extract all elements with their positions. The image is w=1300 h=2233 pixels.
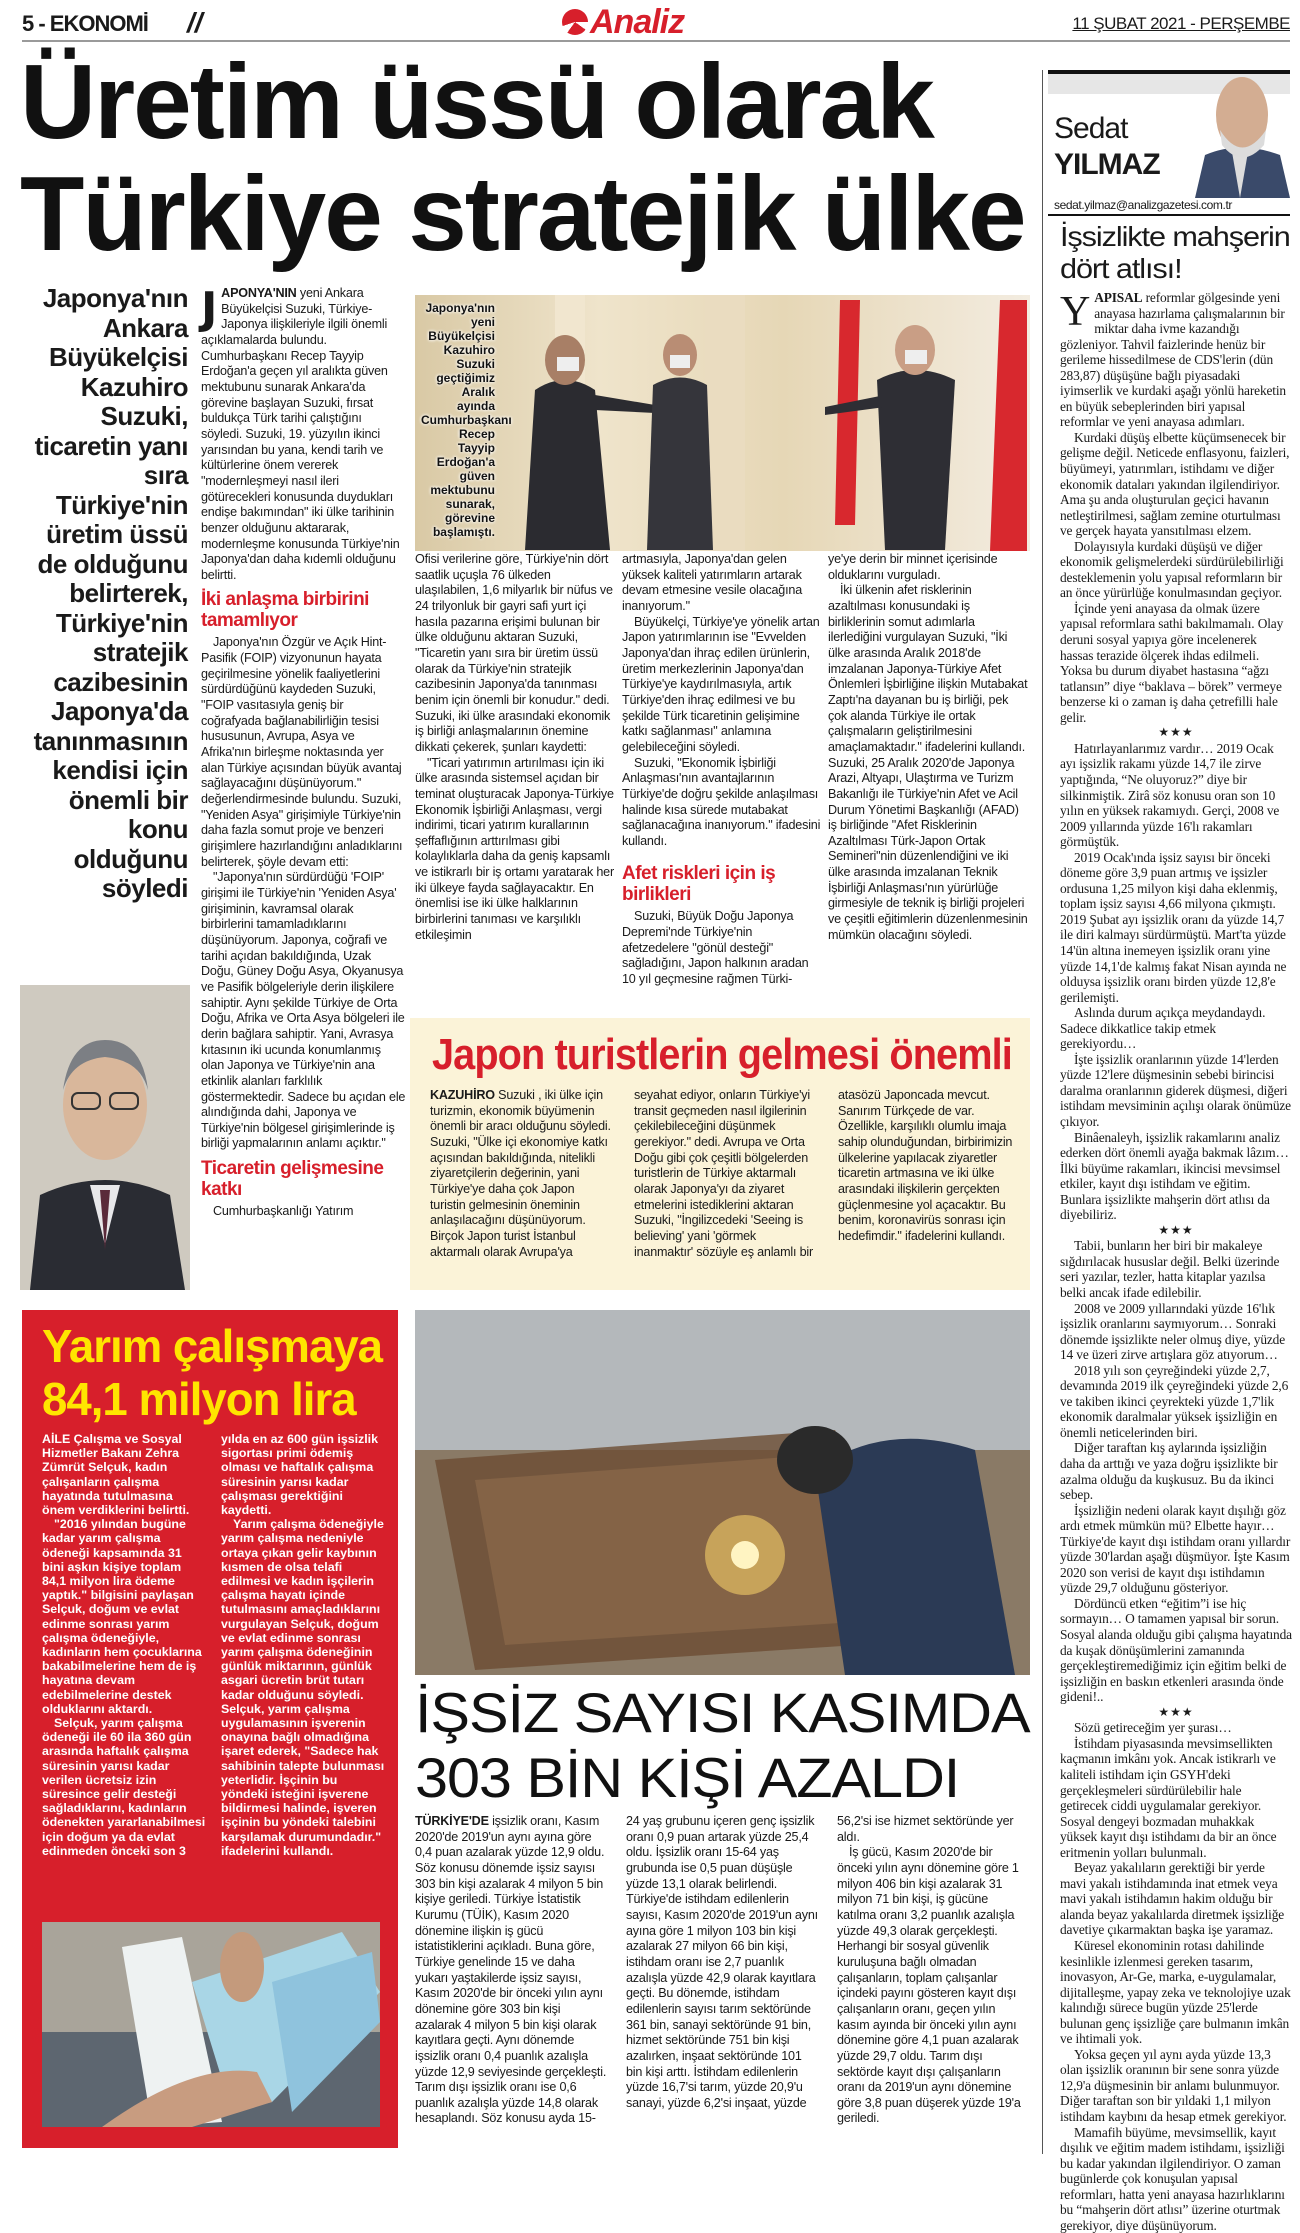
title-line-1: İşsizlikte mahşerin [1060,221,1290,252]
article-paragraph: Suzuki, Büyük Doğu Japonya Depremi'nde Türkiye'nin afetzedelere "gönül desteği" sağladığını, Japon halkının aradan 10 yıl geçmesine rağmen Türki- [622,909,809,987]
author-last-name: YILMAZ [1054,148,1160,181]
column-paragraph: Yoksa geçen yıl aynı ayda yüzde 13,3 olan işsizlik oranının bir sene sonra yüzde 12,9'a düşmesinin bir anlamı bulunmuyor. Diğer taraftan son bir yıldaki 1,1 milyon istihdam kaybını da hesap etmek gerekiyor. [1060,2046,1287,2124]
welder-photo [415,1310,1030,1675]
paragraph-text: Çalışma ve Sosyal Hizmetler Bakanı Zehra Zümrüt Selçuk, kadın çalışanların çalışma hayatında tutulmasına önem verdiklerini belirtti. [42,1432,190,1518]
column-divider [1042,70,1043,2154]
article-paragraph: İki ülkenin afet risklerinin azaltılması konusundaki iş birliklerinin somut adımlarla ilerlediğini vurgulayan Suzuki, "İki ülke arasında Aralık 2018'de imzalanan Japonya-Türkiye Afet Önlemleri İşbirliğine ilişkin Mutabakat Zaptı'na dayanan bu iş birliği, pek çok alanda Türkiye ile ortak çalışmaların geliştirilmesini amaçlamaktadır." ifadelerini kullandı. Suzuki, 25 Aralık 2020'de Japonya Arazi, Altyapı, Ulaştırma ve Turizm Bakanlığı ile Türkiye'nin Afet ve Acil Durum Yönetimi Başkanlığı (AFAD) iş birliğinde "Afet Risklerinin Azaltılması Türk-Japon Ortak Semineri"nin düzenlendiğini ve iki ülke arasında imzalanan Teknik İşbirliği Anlaşması'nın yürürlüğe girmesiyle de teknik iş birliği projeleri ve çeşitli eğitimlerin düzenlenmesinin mümkün olacağını söyledi. [828,583,1028,942]
column-paragraph: Beyaz yakalıların gerektiği bir yerde mavi yakalı istihdamında inat etmek veya mavi yakalı istihdamın hakim olduğu bir alanda beyaz yakalılarda diretmek işsizliğe davetiye çıkarmaktan başka işe yaramaz. [1060,1860,1285,1938]
column-paragraph: İçinde yeni anayasa da olmak üzere yapısal reformlara sathi bakılmamalı. Olay deruni sosyal yapıya göre incelenerek hassas terazide ölçerek ihdas edilmeli. Yoksa bu durum diyabet hastasına “ağzı tatlansın” diye “baklava – börek” vermeye benzerse ki o zaman iş daha çetrefilli hale gelir. [1060,600,1284,725]
article-paragraph: Yarım çalışma ödeneğiyle yarım çalışma nedeniyle ortaya çıkan gelir kaybının kısmen de olsa telafi edilmesi ve kadın işçilerin çalışma hayatı içinde tutulmasını amaçladıklarını vurgulayan Selçuk, doğum ve evlat edinme sonrası yarım çalışma ödeneğinin günlük miktarının, günlük asgari ücretin brüt tutarı kadar olduğunu söyledi. Selçuk, yarım çalışma uygulamasının işverenin onayına bağlı olmadığına işaret ederek, "Sadece hak sahibinin talepte bulunması yeterlidir. İşçinin bu yöndeki isteğini işverene bildirmesi halinde, işveren işçinin bu yöndeki talebini karşılamak durumundadır." ifadelerini kullandı. [221,1517,385,1858]
column-paragraph: Binâenaleyh, işsizlik rakamlarını analiz ederken dört önemli ayağa bakmak lâzım… İlki büyüme rakamları, ikincisi mevsimsel etkiler, kayıt dışı istihdam ve eğitim. Bunlara işsizlikte mahşerin dört atlısı da diyebiliriz. [1060,1129,1289,1223]
article-column-b [622,552,822,1010]
photo-caption: Japonya'nın yeni Büyükelçisi Kazuhiro Suzuki geçtiğimiz Aralık ayında Cumhurbaşkanı Recep Tayyip Erdoğan'a güven mektubunu sunarak, görevine başlamıştı. [421,301,512,539]
column-paragraph: 2018 yılı son çeyreğindeki yüzde 2,7, devamında 2019 ilk çeyreğindeki yüzde 2,6 ve takiben ikinci çeyrekteki yüzde 1,7'lik ekonomik daralmalar yüksek işsizliğin en önemli neticelerinden biri. [1060,1362,1289,1440]
headline-line-2: Türkiye stratejik ülke [20,155,1025,273]
newspaper-logo[interactable] [562,4,684,40]
column-paragraph: İstihdam piyasasında mevsimsellikten kaçmanın imkânı yok. Ancak istikrarlı ve kaliteli istihdam için GSYH'deki gerçekleşmeleri sürdürülebilir hale getirecek ciddi uygulamalar gerekiyor. Sosyal dengeyi bozmadan muhakkak yüksek kayıt dışı istihdamı da bir an önce eritmenin yolları bulunmalı. [1060,1735,1277,1860]
ambassador-portrait-photo [20,985,190,1290]
column-paragraph: Sözü getireceğim yer şurası… [1074,1720,1232,1736]
subheading: Ticaretin gelişmesine katkı [201,1158,384,1201]
lead-caps: TÜRKİYE'DE [415,1814,489,1828]
tourism-box [410,1018,1030,1290]
article-paragraph [430,1088,1020,1260]
column-paragraph: 2019 Ocak'ında işsiz sayısı bir önceki döneme göre 3,9 puan artmış ve işsizler ordusuna 1,25 milyon kişi daha eklenmiş, toplam işsiz sayısı 4,66 milyona çıkmıştı. 2019 Şubat ayı işsizlik oranı da yüzde 14,7 ile diri kalmayı sürdürmüştü. Mart'ta yüzde 14'ün altına inemeyen işsizlik oranı yine yüzde 14,1'de kalmış fakat Nisan ayında ne olduysa işsizlik oranı birden yüzde 12,8'e gerilemişti. [1060,849,1287,1005]
lead-caps: KAZUHİRO [430,1088,495,1102]
column-paragraph: Tabii, bunların her biri bir makaleye sığdırılacak hususlar değil. Belki üzerinde seri yazılar, tezler, hatta kitaplar yazılsa belki ancak ifade edilebilir. [1060,1238,1280,1300]
story-deck: Japonya'nın Ankara Büyükelçisi Kazuhiro Suzuki, ticaretin yanı sıra Türkiye'nin üretim üssü de olduğunu belirterek, Türkiye'nin stratejik cazibesinin Japonya'da tanınmasının kendisi için önemli bir konu olduğunu söyledi [33,283,188,903]
column-paragraph: İşte işsizlik oranlarının yüzde 14'lerden yüzde 12'lere düşmesinin sebebi birincisi daralma oranlarının giderek düşmesi, diğeri istihdam mevsiminin açılışı olarak önümüze çıkıyor. [1060,1051,1291,1129]
columnist-header [1048,70,1290,216]
article-paragraph: Cumhurbaşkanlığı Yatırım [213,1204,354,1219]
logo-text: Analiz [590,3,685,41]
article-column-a [415,552,615,1010]
half-work-box [22,1310,398,2148]
column-paragraph: Diğer taraftan kış aylarında işsizliğin daha da arttığı ve yaza doğru işsizlikte bir azalma olduğu da kuşkusuz. Bu da ikinci sebep. [1060,1440,1278,1503]
article-paragraph: "Ticari yatırımın artırılması için iki ülke arasında sistemsel açıdan bir teminat oluşturacak Japonya-Türkiye Ekonomik İşbirliği Anlaşması, vergi indirimi, ticari yatırım kurallarının şeffaflığının arttırılması gibi kolaylıklarla daha da geniş kapsamlı ve istikrarlı bir iş ortamı yaratarak her iki ülkeye fayda sağlayacaktır. En önemlisi ise iki ülke halklarının birbirlerini tanıması ve karşılıklı etkileşimin [415,755,614,942]
unemployment-text [415,1814,1030,2154]
tourism-title [432,1030,1012,1080]
article-paragraph: Japonya'nın Özgür ve Açık Hint-Pasifik (FOIP) vizyonunun hayata geçirilmesine yönelik faaliyetlerini sürdürdüğünü kaydeden Suzuki, "FOIP vasıtasıyla geniş bir coğrafyada bağlanabilirliğin tesisi hususunun, Avrupa, Asya ve Afrika'nın birleşme noktasında yer alan Türkiye açısından büyük avantaj sağlayacağını düşünüyorum." değerlendirmesinde bulundu. Suzuki, "Yeniden Asya" girişimiyle Türkiye'nin daha fazla somut proje ve benzeri girişimlere hazırlandığını anladıklarını belirterek, şöyle devam etti: [201,635,403,869]
article-paragraph: Ofisi verilerine göre, Türkiye'nin dört saatlik uçuşla 76 ülkeden ulaşılabilen, 1,6 milyarlık bir nüfus ve 24 trilyonluk bir gayri safi yurt içi hasıla pazarına erişimi bulunan bir ülke olduğunu aktaran Suzuki, "Ticaretin yanı sıra bir üretim üssü olarak da Türkiye'nin stratejik cazibesinin Japonya'da tanınması benim için önemli bir konudur." dedi. Suzuki, iki ülke arasındaki ekonomik iş birliği anlaşmalarının önemine dikkati çekerek, şunları kaydetti: [415,552,613,754]
tourism-text [430,1088,1020,1283]
headline-line-1: Üretim üssü olarak [20,43,933,161]
article-paragraph: "Japonya'nın sürdürdüğü 'FOIP' girişimi ile Türkiye'nin 'Yeniden Asya' girişiminin, kavramsal olarak birbirlerini tamamladıklarını düşünüyorum. Japonya, coğrafi ve tarihi açıdan bakıldığında, Uzak Doğu, Güney Doğu Asya, Okyanusya ve Pasifik bölgeleriyle derin ilişkilere sahiptir. Aynı şekilde Türkiye de Orta Doğu, Afrika ve Orta Asya bölgeleri ile derin bağlara sahiptir. Yani, Avrasya kıtasının iki ucunda konumlanmış olan Japonya ve Türkiye'nin ana etkinlik alanları farklılık göstermektedir. Sadece bu açıdan ele alındığında dahi, Japonya ve Türkiye'nin bölgesel girişimlerinde iş birliği yapmalarının anlamı açıktır." [201,870,406,1151]
article-paragraph: Büyükelçi, Türkiye'ye yönelik artan Japon yatırımlarının ise "Evvelden Japonya'dan ihraç edilen ürünlerin, üretim merkezlerinin Japonya'dan Türkiye'ye kaydırılmasıyla, artık Türkiye'den ihraç edilmesi ve bu şekilde Türk ticaretinin gelişimine katkı sağlanması" anlamına gelebileceğini söyledi. [622,614,820,754]
lead-caps: APONYA'NIN [221,286,297,300]
headline-line-1: İŞSİZ SAYISI KASIMDA [415,1681,1030,1744]
main-headline [20,43,1025,273]
paragraph-text: Suzuki , iki ülke için turizmin, ekonomik büyümenin önemli bir aracı olduğunu söyledi. Suzuki, "Ülke içi ekonomiye katkı açısından bakıldığında, nitelikli ziyaretçilerin değerinin, yani Türkiye'ye daha çok Japon turistin gelmesinin öneminin anlaşılacağını düşünüyorum. Birçok Japon turist İstanbul aktarmalı olarak Avrupa'ya seyahat ediyor, onların Türkiye'yi transit geçmeden nasıl ilgilerinin çekilebileceğini düşünmek gerekiyor." dedi. Avrupa ve Orta Doğu gibi çok çeşitli bölgelerden turistlerin de Türkiye aktarmalı olarak Japonya'yı da ziyaret etmelerini istediklerini aktaran Suzuki, "İngilizcedeki 'Seeing is believing' yani 'görmek inanmaktır' sözüyle eş anlamlı bir atasözü Japoncada mevcut. Sanırım Türkçede de var. Özellikle, karşılıklı olumlu imaja sahip olunduğundan, birbirimizin ülkelerine yapılacak ziyaretler ticaretin artmasına ve iki ülke arasındaki ilişkilerin gerçekten güçlenmesine yol açacaktır. Bu benim, koronavirüs sonrası için hedefimdir." ifadelerini kullandı. [430,1088,1013,1259]
author-photo [1190,60,1290,198]
column-paragraph: İşsizliğin nedeni olarak kayıt dışılığı göz ardı etmek mümkün mü? Elbette hayır… Türkiye'de kayıt dışı istihdam oranı yıllardır yüzde 30'lardan aşağı düşmüyor. İşte Kasım 2020 son verisi de kayıt dışı istihdamın yüzde 29,7 olduğunu gösteriyor. [1060,1502,1291,1596]
column-paragraph: Hatırlayanlarımız vardır… 2019 Ocak ayı işsizlik rakamı yüzde 14,7 ile zirve yaptığında, “Ne oluyoruz?” diye bir silkinmiştik. Zirâ söz konusu oran son 10 yılın en yüksek rakamıydı. Gerçi, 2008 ve 2009 yıllarında yüzde 16'lı rakamları görmüştük. [1060,740,1280,850]
drop-cap: Y [1060,289,1091,335]
subheading: Afet riskleri için iş birlikleri [622,863,776,906]
tourism-title-text: Japon turistlerin gelmesi önemli [432,1030,1012,1079]
article-paragraph: İş gücü, Kasım 2020'de bir önceki yılın aynı dönemine göre 1 milyon 406 bin kişi azalarak 31 milyon 71 bin kişi, iş gücüne katılma oranı 3,2 puanlık azalışla yüzde 49,3 olarak gerçekleşti. Herhangi bir sosyal güvenlik kuruluşuna bağlı olmadan çalışanların, toplam çalışanlar içindeki payını gösteren kayıt dışı çalışanların oranı, geçen yılın kasım ayında bir önceki yılın aynı dönemine göre 4,1 puan azalarak yüzde 29,7 oldu. Tarım dışı sektörde kayıt dışı çalışanların oranı da 2019'un aynı dönemine göre 3,8 puan düşerek yüzde 19'a geriledi. [837,1845,1021,2126]
title-line-1: Yarım çalışmaya [42,1320,383,1372]
title-line-2: 84,1 milyon lira [42,1373,356,1425]
credentials-ceremony-photo [415,295,1030,551]
section-label: 5 - EKONOMİ [22,11,148,36]
article-column-c [828,552,1028,1010]
paragraph-text: işsizlik oranı, Kasım 2020'de 2019'un aynı ayına göre 0,4 puan azalarak yüzde 12,9 oldu. Söz konusu dönemde işsiz sayısı 303 bin kişi azalarak 4 milyon 5 bin kişiye geriledi. Türkiye İstatistik Kurumu (TÜİK), Kasım 2020 dönemine ilişkin iş gücü istatistiklerini açıkladı. Buna göre, Türkiye genelinde 15 ve daha yukarı yaştakilerde işsiz sayısı, Kasım 2020'de bir önceki yılın aynı dönemine göre 303 bin kişi azalarak 4 milyon 5 bin kişi olarak kayıtlara geçti. Aynı dönemde işsizlik oranı 0,4 puanlık azalışla yüzde 12,9 seviyesinde gerçekleşti. Tarım dışı işsizlik oranı ise 0,6 puanlık azalışla yüzde 14,8 olarak hesaplandı. Söz konusu ayda 15-24 yaş grubunu içeren genç işsizlik oranı 0,9 puan artarak yüzde 25,4 oldu. İşsizlik oranı 15-64 yaş grubunda ise 0,5 puan düşüşle yüzde 13,1 olarak belirlendi. Türkiye'de istihdam edilenlerin sayısı, Kasım 2020'de 2019'un aynı ayına göre 1 milyon 103 bin kişi azalarak 27 milyon 66 bin kişi, istihdam oranı ise 2,7 puanlık azalışla yüzde 42,9 olarak kayıtlara geçti. Bu dönemde, istihdam edilenlerin sayısı tarım sektöründe 361 bin, sanayi sektöründe 91 bin, hizmet sektöründe 751 bin kişi azalırken, inşaat sektöründe 101 bin kişi arttı. İstihdam edilenlerin yüzde 16,7'si tarım, yüzde 20,9'u sanayi, yüzde 6,2'si inşaat, yüzde 56,2'si ise hizmet sektöründe yer aldı. [415,1814,1014,2126]
article-paragraph: Suzuki, "Ekonomik İşbirliği Anlaşması'nın avantajlarının Türkiye'de doğru şekilde anlaşılması halinde kısa sürede mutabakat sağlanacağına inanıyorum." ifadesini kullandı. [622,755,821,848]
article-paragraph [42,1432,207,1517]
column-paragraph: Kurdaki düşüş elbette küçümsenecek bir gelişme değil. Neticede enflasyonu, faizleri, büyümeyi, yatırımları, istihdamı ve diğer ekonomik dataları yakından ilgilendiriyor. Ama şu anda oluşturulan geçici havanın netleştirilmesi, sağlam zemine oturtulması ve gerçek hayata yansıtılması elzem. [1060,429,1290,539]
article-paragraph: artmasıyla, Japonya'dan gelen yüksek kaliteli yatırımların artarak devam etmesine vesile olacağına inanıyorum." [622,552,803,613]
column-text [1060,289,1292,2233]
half-work-text [42,1432,386,1918]
column-paragraph: Mamafih büyüme, mevsimsellik, kayıt dışılık ve eğitim madem istihdamı, işsizliği bu kadar yakından ilgilendiriyor. O zaman bugünlerde çok konuşulan yapısal reformları, hatta yeni anayasa hazırlıklarını bu “mahşerin dört atlısı” üzerine oturtmak gerekiyor, diye düşünüyorum. [1060,2124,1285,2233]
author-email-link[interactable]: sedat.yilmaz@analizgazetesi.com.tr [1054,198,1232,212]
title-line-2: dört atlısı! [1060,253,1182,284]
section-separator: ★★★ [1158,1222,1194,1237]
article-paragraph [201,283,406,583]
column-paragraph: Aslında durum açıkça meydandaydı. Sadece dikkatlice takip etmek gerekiyordu… [1060,1005,1266,1052]
column-paragraph: Dolayısıyla kurdaki düşüşü ve diğer ekonomik gelişmelerdeki sürdürülebilirliği desteklemenin yolu yapısal reformların bir an önce yürürlüğe konulmasından geçiyor. [1060,538,1284,601]
article-paragraph: ye'ye derin bir minnet içerisinde olduklarını vurguladı. [828,552,998,582]
column-paragraph: Dördüncü etken “eğitim”i ise hiç sormayın… O tamamen yapısal bir sorun. Sosyal alanda olduğu gibi çalışma hayatında da kuşak dönüşümlerini zamanında gerçekleştiremediğimiz için eğitim belki de işsizliğin en baskın etkenleri arasında önde gideni!.. [1060,1595,1292,1705]
lead-caps: AİLE [42,1432,71,1446]
article-paragraph: "2016 yılından bugüne kadar yarım çalışma ödeneği kapsamında 31 bini aşkın kişiye toplam 84,1 milyon lira ödeme yaptık." bilgisini paylaşan Selçuk, doğum ve evlat edinme sonrası yarım çalışma ödeneğiyle, kadınların hem çocuklarına bakabilmelerine hem de iş hayatına devam edebilmelerine destek olduklarını aktardı. [42,1517,202,1716]
paragraph-text: yeni Ankara Büyükelçisi Suzuki, Türkiye-Japonya ilişkileriyle ilgili önemli açıklamalarda bulundu. Cumhurbaşkanı Recep Tayyip Erdoğan'a geçen yıl aralıkta güven mektubunu sunarak Ankara'da görevine başlayan Suzuki, fırsat buldukça Türk tarihi çalıştığını söyledi. Suzuki, 19. yüzyılın ikinci yarısından bu yana, kendi tarih ve kültürlerine önem vererek "modernleşmeyi nasıl ileri götürecekleri konusunda duydukları endişe bakımından" iki ülke tarihinin benzer olduğunu aktararak, modernleşme konusunda Türkiye'nin Japonya'dan daha kıdemli olduğunu belirtti. [201,286,400,582]
half-work-title [42,1320,382,1426]
headline-line-2: 303 BİN KİŞİ AZALDI [415,1746,960,1809]
unemployment-headline [415,1680,1030,1810]
banknotes-photo [42,1922,380,2127]
issue-date: 11 ŞUBAT 2021 - PERŞEMBE [1072,14,1290,33]
lead-caps: APISAL [1094,290,1143,305]
logo-swirl-icon [562,9,588,35]
paragraph-text: reformlar gölgesinde yeni anayasa hazırlama çalışmalarının bir miktar daha ivme kazandığı gözleniyor. Tahvil faizlerinde henüz bir gerileme hissedilmese de CDS'lerin (dün 283,87) düşüşüne bağlı piyasadaki iyimserlik ve kurdaki aşağı yönlü hareketin en büyük sebeplerinden biri yapısal reformlar ve yeni anayasa adımları. [1060,290,1286,430]
section-separator: ★★★ [1158,725,1194,740]
subheading: İki anlaşma birbirini tamamlıyor [201,589,369,632]
main-article-column [201,283,406,1290]
drop-cap: J [201,283,218,334]
author-first-name: Sedat [1054,112,1128,145]
column-title [1060,221,1290,285]
section-separator: // [187,7,203,38]
column-paragraph: Küresel ekonominin rotası dahilinde kesinlikle izlenmesi gereken tasarım, inovasyon, Ar-Ge, marka, e-uygulamalar, dijitalleşme, yapay zeka ve teknolojiye uzak kalındığı sürece bugün yüzde 25'lerde bulunan genç işsizliğe çare bulmanın imkân ve ihtimali yok. [1060,1937,1291,2047]
page-header [22,3,1290,42]
column-paragraph [1060,290,1292,430]
section-separator: ★★★ [1158,1704,1194,1719]
article-paragraph: Selçuk, yarım çalışma ödeneği ile 60 ila 360 gün arasında haftalık çalışma süresinin yarısı kadar verilen ücretsiz izin süresince gelir desteği sağladıklarını, kadınların ödenekten yararlanabilmesi için doğum ya da evlat edinmeden önceki son 3 yılda en az 600 gün işsizlik sigortası primi ödemiş olması ve haftalık çalışma süresinin yarısı kadar çalışması gerektiğini kaydetti. [42,1432,379,1858]
column-paragraph: 2008 ve 2009 yıllarındaki yüzde 16'lık işsizlik oranlarını saymıyorum… Sonraki dönemde işsizlikte neler olmuş diye, yüzde 14 ve üzeri zirve artışlara göz atıyorum… [1060,1300,1286,1363]
